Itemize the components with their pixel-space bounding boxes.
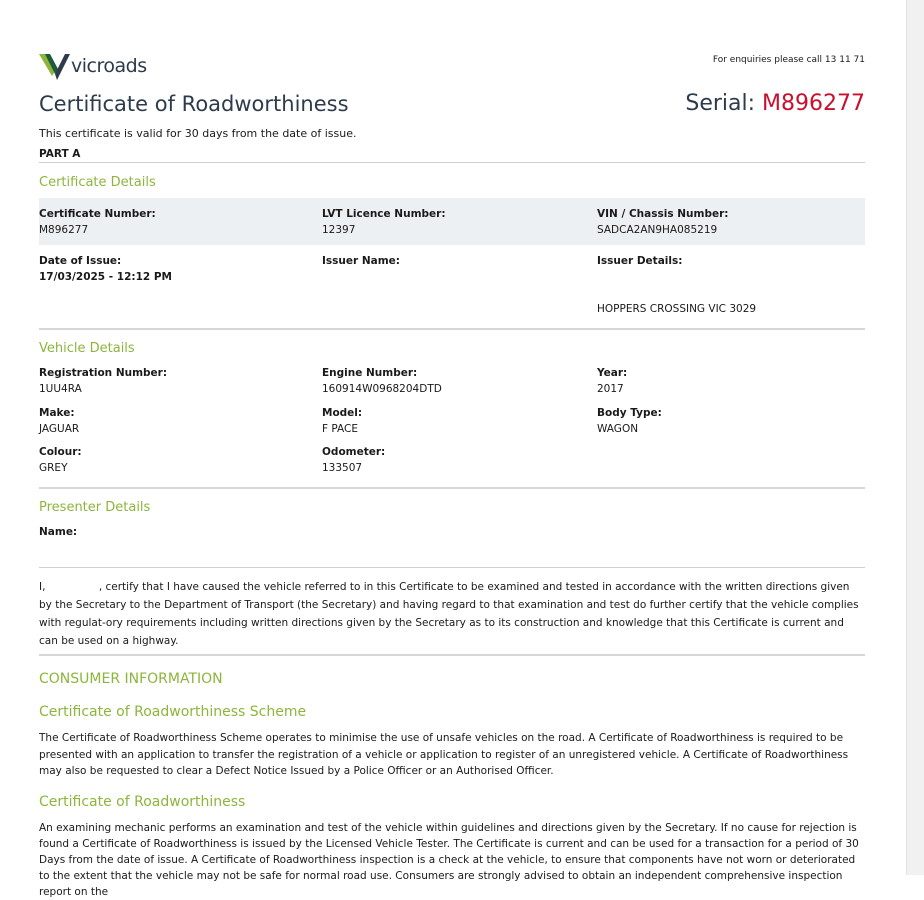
colour-label: Colour: (39, 446, 82, 458)
issuer-name-label: Issuer Name: (322, 255, 400, 267)
divider (39, 487, 865, 489)
registration-label: Registration Number: (39, 367, 168, 379)
lvt-licence-value: 12397 (322, 224, 356, 236)
scheme-heading: Certificate of Roadworthiness Scheme (39, 704, 307, 720)
certificate-number-value: M896277 (39, 224, 89, 236)
vicroads-logo (39, 52, 169, 80)
certificate-details-band (39, 198, 865, 245)
vicroads-chevron-icon (39, 52, 71, 80)
engine-number-label: Engine Number: (322, 367, 418, 379)
date-of-issue-value: 17/03/2025 - 12:12 PM (39, 271, 173, 283)
lvt-licence-label: LVT Licence Number: (322, 208, 446, 220)
divider (39, 567, 865, 568)
logo-wordmark: vicroads (71, 55, 147, 77)
enquiries-text: For enquiries please call 13 11 71 (712, 55, 865, 65)
divider (39, 328, 865, 330)
certificate-details-heading: Certificate Details (39, 175, 156, 190)
divider (39, 162, 865, 163)
validity-note: This certificate is valid for 30 days from the date of issue. (39, 127, 357, 140)
divider (39, 654, 865, 656)
odometer-value: 133507 (322, 462, 363, 474)
odometer-label: Odometer: (322, 446, 386, 458)
body-type-value: WAGON (597, 423, 639, 435)
year-label: Year: (597, 367, 628, 379)
vertical-scrollbar[interactable] (906, 0, 924, 875)
presenter-details-heading: Presenter Details (39, 500, 151, 515)
vehicle-details-heading: Vehicle Details (39, 341, 135, 356)
serial-number (685, 91, 865, 116)
date-of-issue-label: Date of Issue: (39, 255, 122, 267)
vin-value: SADCA2AN9HA085219 (597, 224, 718, 236)
issuer-details-value: HOPPERS CROSSING VIC 3029 (597, 303, 757, 315)
model-label: Model: (322, 407, 363, 419)
presenter-name-label: Name: (39, 526, 78, 538)
declaration-text: I, , certify that I have caused the vehicle referred to in this Certificate to be examined and tested in accordance with the written directions given by the Secretary to the Department of Transport (the Secretary) and having regard to that examination and test do further certify that the vehicle complies with regulat-ory requirements including written directions given by the Secretary as to its construction and knowledge that this Certificate is current and can be used on a highway. (39, 581, 862, 647)
registration-value: 1UU4RA (39, 383, 82, 395)
engine-number-value: 160914W0968204DTD (322, 383, 442, 395)
part-label: PART A (39, 148, 81, 160)
scheme-text: The Certificate of Roadworthiness Scheme operates to minimise the use of unsafe vehicles on the road. A Certificate of Roadworthiness is required to be presented with an application to transfer the registration of a vehicle or application to register of an unregistered vehicle. A Certificate of Roadworthiness may also be requested to clear a Defect Notice Issued by a Police Officer or an Authorised Officer. (39, 732, 849, 777)
body-type-label: Body Type: (597, 407, 662, 419)
serial-label: Serial: (685, 91, 756, 116)
make-value: JAGUAR (39, 423, 80, 435)
model-value: F PACE (322, 423, 359, 435)
make-label: Make: (39, 407, 75, 419)
certificate-number-label: Certificate Number: (39, 208, 156, 220)
colour-value: GREY (39, 462, 68, 474)
vin-label: VIN / Chassis Number: (597, 208, 729, 220)
certificate-text: An examining mechanic performs an examination and test of the vehicle within guidelines and directions given by the Secretary. If no cause for rejection is found a Certificate of Roadworthiness is issued by the Licensed Vehicle Tester. The Certificate is current and can be used for a transaction for a period of 30 Days from the date of issue. A Certificate of Roadworthiness inspection is a check at the vehicle, to ensure that components have not worn or deteriorated to the extent that the vehicle may not be safe for normal road use. Consumers are strongly advised to obtain an independent comprehensive inspection report on the (39, 822, 859, 898)
page-title: Certificate of Roadworthiness (39, 92, 349, 116)
certificate-page (39, 0, 865, 898)
year-value: 2017 (597, 383, 624, 395)
consumer-information-heading: CONSUMER INFORMATION (39, 671, 223, 687)
issuer-details-label: Issuer Details: (597, 255, 683, 267)
serial-value: M896277 (762, 91, 865, 116)
certificate-heading: Certificate of Roadworthiness (39, 794, 246, 810)
